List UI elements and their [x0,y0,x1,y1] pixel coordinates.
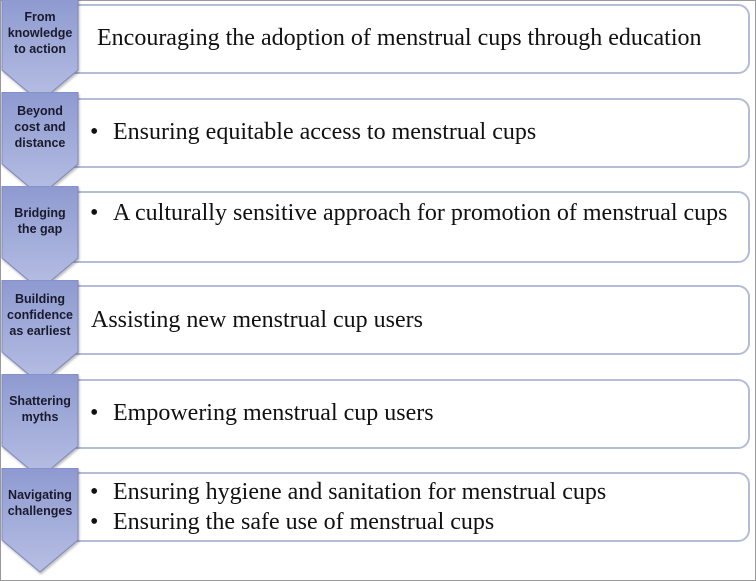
bullet-item: • Ensuring hygiene and sanitation for menstrual cups [87,477,743,507]
chevron-arrow-shape [1,280,79,386]
row-content [87,117,743,147]
row-content [97,23,743,53]
bullet-list [87,398,743,428]
row-content [87,398,743,428]
bullet-item: • A culturally sensitive approach for promotion of menstrual cups [87,198,743,228]
chevron-arrow-shape [1,374,79,480]
bullet-list [87,117,743,147]
row-content [87,477,743,537]
bullet-item: • Empowering menstrual cup users [87,398,743,428]
bullet-list [87,198,743,228]
chevron-arrow-shape [1,468,79,574]
stage-label: Shattering myths [9,394,71,424]
stage-label: Navigating challenges [7,488,73,518]
chevron-arrow-shape [1,186,79,292]
row-text: Encouraging the adoption of menstrual cups through education [97,25,702,51]
stage-label: Beyond cost and distance [14,104,66,150]
stage-label: From knowledge to action [7,10,73,56]
row-content [87,198,743,228]
bullet-item: • Ensuring the safe use of menstrual cups [87,507,743,537]
chevron-arrow-shape [1,0,79,104]
row-content [91,305,743,335]
chevron-arrow-shape [1,92,79,198]
row-text: Assisting new menstrual cup users [91,307,423,333]
bullet-item: • Ensuring equitable access to menstrual cups [87,117,743,147]
bullet-list [87,477,743,537]
stage-label: Building confidence as earliest [7,292,73,338]
stage-label: Bridging the gap [14,206,66,236]
